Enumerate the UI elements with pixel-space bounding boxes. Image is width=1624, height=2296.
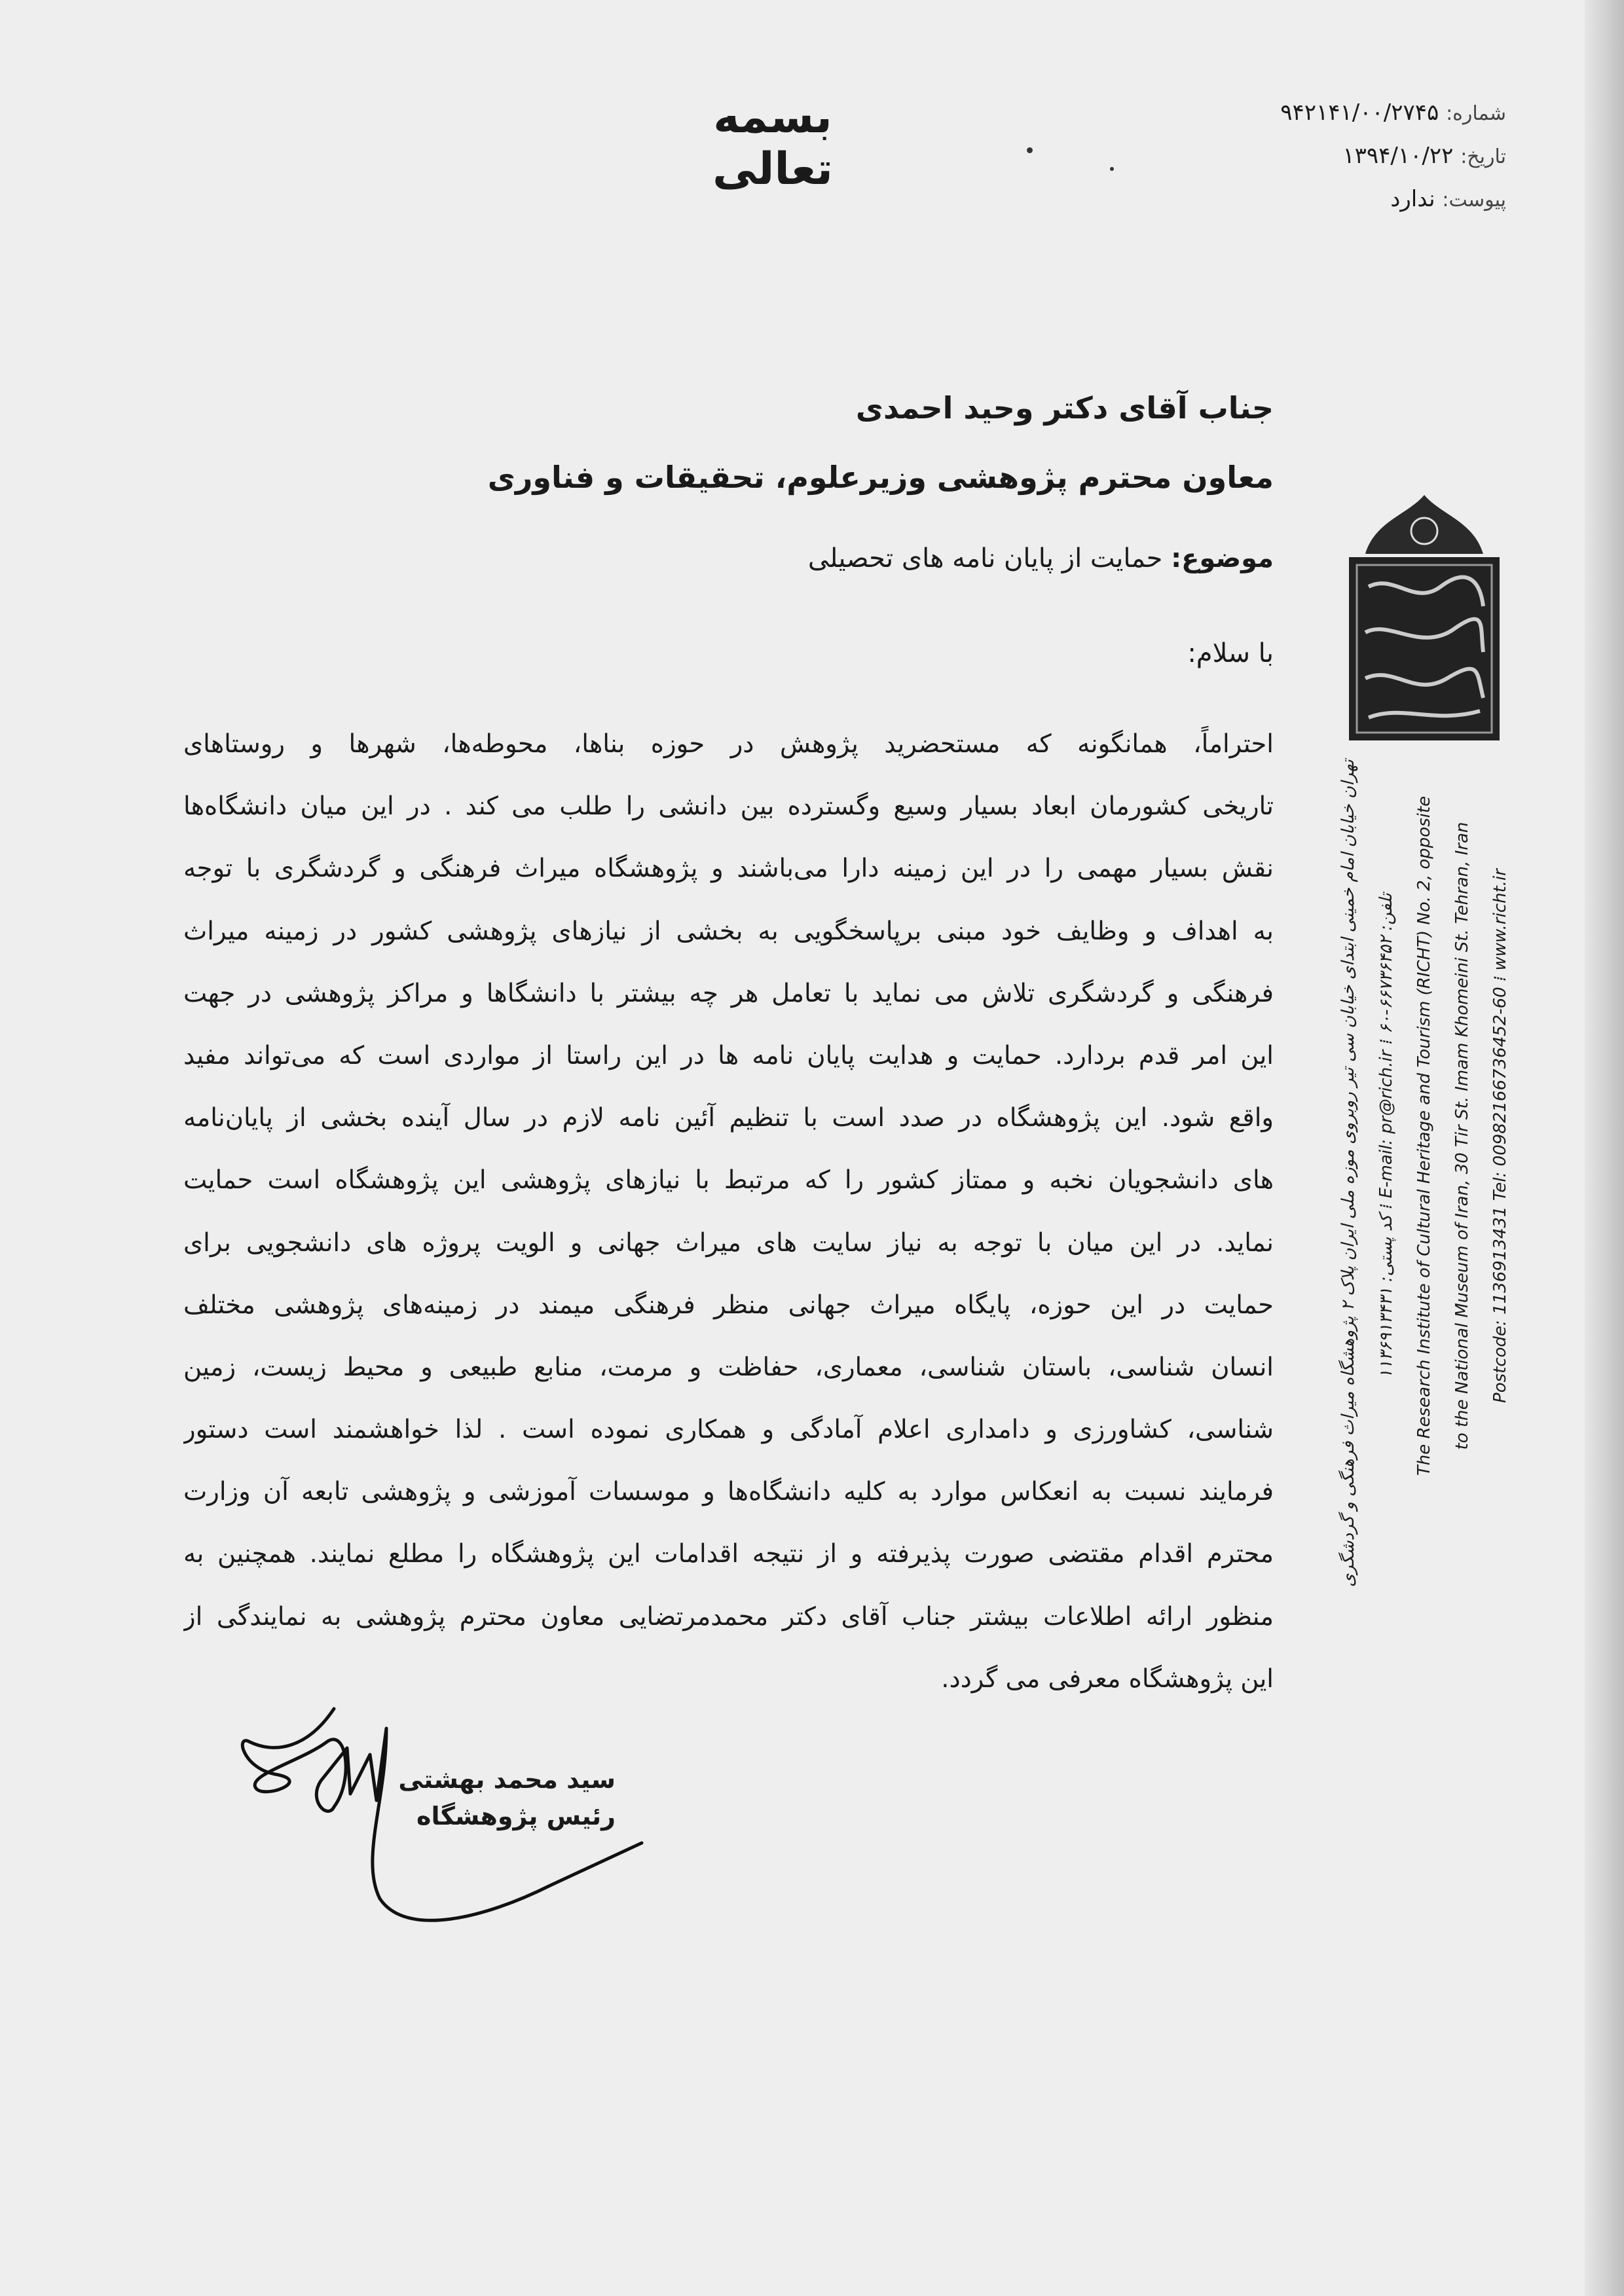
body-line: نقش بسیار مهمی را در این زمینه دارا می‌باشند و پژوهشگاه میراث فرهنگی و گردشگری با توجه [183, 854, 1274, 884]
letter-number: ۹۴۲۱۴۱/۰۰/۲۷۴۵ [1280, 100, 1439, 126]
salutation: با سلام: [1187, 638, 1274, 668]
invocation-heading: بسمه تعالی [712, 92, 833, 195]
body-line: های دانشجویان نخبه و ممتاز کشور را که مرتبط با نیازهای پژوهشی این پژوهشگاه است حمایت [183, 1165, 1274, 1195]
signatory-title: رئیس پژوهشگاه [416, 1802, 616, 1831]
date-label: تاریخ: [1460, 145, 1506, 168]
letterhead-contact-fa: تلفن: ۶۶۷۳۶۴۵۲-۶۰ ⁞ E-mail: pr@rich.ir ⁞ کد پستی: ۱۱۳۶۹۱۳۴۳۱ [1376, 893, 1396, 1379]
letter-metadata [1231, 92, 1506, 221]
body-line: این پژوهشگاه معرفی می گردد. [941, 1664, 1274, 1694]
letter-date-row [1231, 135, 1506, 178]
signatory-block [367, 1761, 616, 1834]
letterhead-address-en-1: The Research Institute of Cultural Heritage and Tourism (RICHT) No. 2, opposite [1414, 795, 1434, 1476]
letter-number-row [1231, 92, 1506, 135]
scan-speck [1110, 167, 1114, 171]
body-line: احتراماً، همانگونه که مستحضرید پژوهش در حوزه بناها، محوطه‌ها، شهرها و روستاهای [183, 729, 1274, 759]
attachment-label: پیوست: [1442, 189, 1506, 211]
body-line: فرمایند نسبت به انعکاس موارد به کلیه دانشگاه‌ها و موسسات آموزشی و پژوهشی تابعه آن وزارت [183, 1477, 1274, 1507]
recipient-name: جناب آقای دکتر وحید احمدی [855, 390, 1274, 426]
recipient-position: معاون محترم پژوهشی وزیرعلوم، تحقیقات و فناوری [487, 460, 1274, 495]
letterhead-sidebar [1329, 759, 1526, 1588]
body-line: واقع شود. این پژوهشگاه در صدد است با تنظیم آئین نامه لازم در سال آینده بخشی از پایان‌نامه [183, 1103, 1274, 1133]
letter-date: ۱۳۹۴/۱۰/۲۲ [1342, 143, 1454, 169]
body-line: تاریخی کشورمان ابعاد بسیار وسیع وگسترده بین دانشی را طلب می کند . در این میان دانشگاه‌ها [183, 792, 1274, 822]
letterhead-address-fa: تهران خیابان امام خمینی ابتدای خیابان سی تیر روبروی موزه ملی ایران پلاک ۲ پژوهشگاه میراث فرهنگی و گردشگری [1338, 759, 1358, 1588]
letter-body [183, 723, 1274, 1721]
body-line: انسان شناسی، باستان شناسی، معماری، حفاظت و مرمت، منابع طبیعی و محیط زیست، زمین [183, 1352, 1274, 1382]
attachment-value: ندارد [1390, 186, 1435, 212]
recipient-block [458, 373, 1274, 512]
scan-edge-shadow [1585, 0, 1624, 2296]
scan-speck [1027, 147, 1033, 153]
subject-text: حمایت از پایان نامه های تحصیلی [807, 543, 1163, 574]
institute-logo [1336, 495, 1513, 742]
number-label: شماره: [1446, 102, 1506, 125]
letterhead-contact-en: Postcode: 1136913431 Tel: 00982166736452-60 ⁞ www.richt.ir [1490, 869, 1510, 1403]
body-line: حمایت در این حوزه، پایگاه میراث جهانی منظر فرهنگی میمند در زمینه‌های پژوهشی مختلف [183, 1290, 1274, 1320]
letterhead-address-en-2: to the National Museum of Iran, 30 Tir St. Imam Khomeini St. Tehran, Iran [1452, 822, 1472, 1450]
body-line: محترم اقدام مقتضی صورت پذیرفته و از نتیجه اقدامات این پژوهشگاه را مطلع نمایند. همچنین به [183, 1539, 1274, 1569]
signatory-name: سید محمد بهشتی [398, 1765, 616, 1794]
body-line: نماید. در این میان با توجه به نیاز سایت های میراث جهانی و الویت پروژه های دانشجویی برای [183, 1228, 1274, 1258]
attachment-row [1231, 178, 1506, 221]
body-line: منظور ارائه اطلاعات بیشتر جناب آقای دکتر محمدمرتضایی معاون محترم پژوهشی به نمایندگی از [183, 1601, 1274, 1631]
subject-line [458, 543, 1274, 574]
subject-label: موضوع: [1171, 543, 1274, 574]
body-line: شناسی، کشاورزی و دامداری اعلام آمادگی و همکاری نموده است . لذا خواهشمند است دستور [183, 1415, 1274, 1445]
body-line: فرهنگی و گردشگری تلاش می نماید با تعامل هر چه بیشتر با دانشگاها و مراکز پژوهشی در جهت [183, 978, 1274, 1008]
body-line: به اهداف و وظایف خود مبنی برپاسخگویی به بخشی از نیازهای پژوهشی کشور در زمینه میراث [183, 916, 1274, 946]
body-line: این امر قدم بردارد. حمایت و هدایت پایان نامه ها در این راستا از مواردی است که می‌تواند مفید [183, 1040, 1274, 1070]
